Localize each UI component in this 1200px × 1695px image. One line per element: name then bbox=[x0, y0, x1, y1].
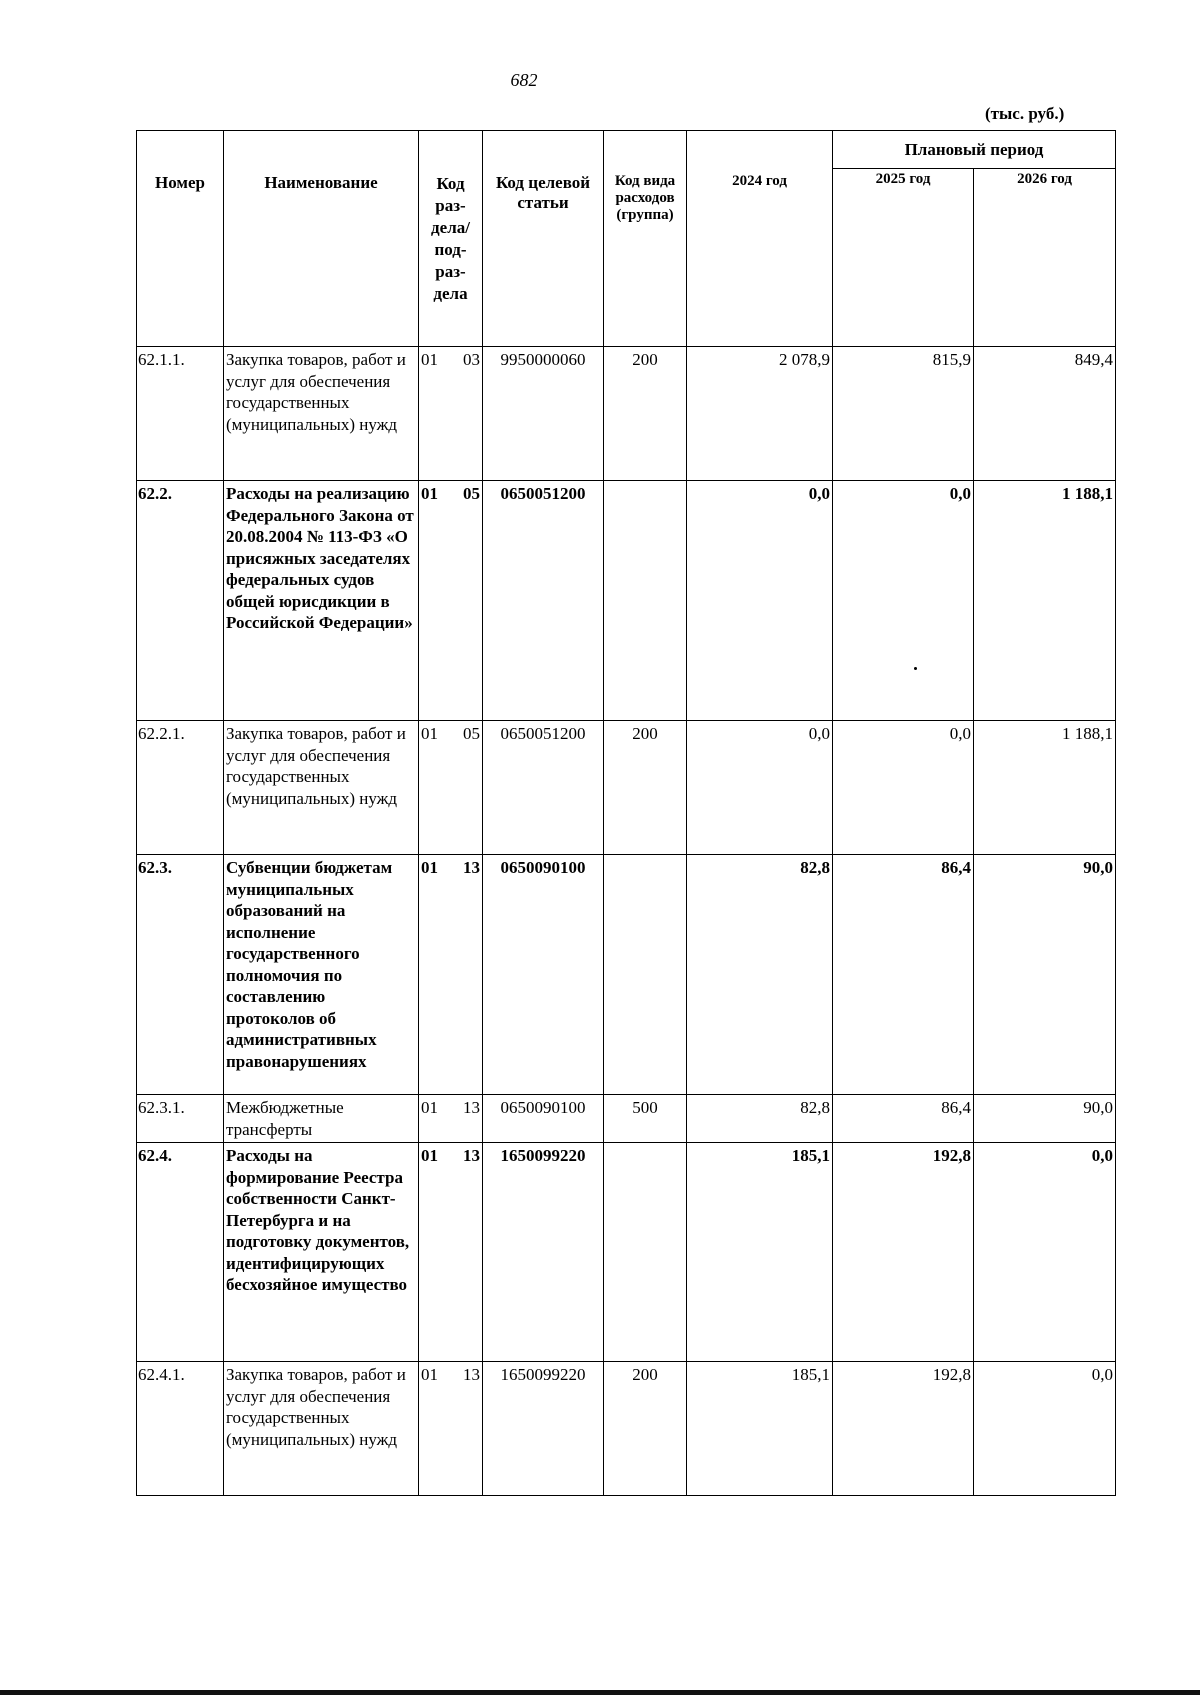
row-number: 62.3.1. bbox=[137, 1095, 224, 1143]
table-row bbox=[137, 1095, 1116, 1143]
row-expense-code: 200 bbox=[604, 1362, 687, 1496]
row-target-code: 1650099220 bbox=[483, 1143, 604, 1362]
units-label: (тыс. руб.) bbox=[985, 104, 1065, 123]
section: 01 bbox=[421, 1365, 438, 1384]
subsection: 05 bbox=[463, 484, 480, 503]
row-name: Закупка товаров, работ и услуг для обеспечения государственных (муниципальных) нужд bbox=[224, 1362, 419, 1496]
subsection: 13 bbox=[463, 858, 480, 877]
row-2024-value: 185,1 bbox=[687, 1362, 833, 1496]
subsection: 13 bbox=[463, 1098, 480, 1117]
header-year-2024: 2024 год bbox=[687, 131, 833, 347]
row-2024-value: 0,0 bbox=[687, 481, 833, 721]
subsection: 03 bbox=[463, 350, 480, 369]
row-2025-value: 815,9 bbox=[833, 347, 974, 481]
row-section-code bbox=[419, 721, 483, 855]
row-number: 62.4. bbox=[137, 1143, 224, 1362]
row-2025-value: 0,0 bbox=[833, 721, 974, 855]
row-section-code bbox=[419, 855, 483, 1095]
table-row bbox=[137, 1143, 1116, 1362]
header-number: Номер bbox=[137, 131, 224, 347]
section: 01 bbox=[421, 1146, 438, 1165]
row-2024-value: 185,1 bbox=[687, 1143, 833, 1362]
row-expense-code bbox=[604, 1143, 687, 1362]
row-section-code bbox=[419, 1095, 483, 1143]
subsection: 13 bbox=[463, 1365, 480, 1384]
section: 01 bbox=[421, 1098, 438, 1117]
row-name: Межбюджетные трансферты bbox=[224, 1095, 419, 1143]
page-number: 682 bbox=[510, 70, 538, 90]
row-2026-value: 0,0 bbox=[974, 1362, 1116, 1496]
subsection: 05 bbox=[463, 724, 480, 743]
row-2025-value: 86,4 bbox=[833, 1095, 974, 1143]
table-row bbox=[137, 721, 1116, 855]
row-target-code: 0650090100 bbox=[483, 855, 604, 1095]
table-row bbox=[137, 1362, 1116, 1496]
row-2026-value: 1 188,1 bbox=[974, 721, 1116, 855]
row-2026-value: 849,4 bbox=[974, 347, 1116, 481]
row-2026-value: 0,0 bbox=[974, 1143, 1116, 1362]
row-expense-code: 200 bbox=[604, 721, 687, 855]
row-2024-value: 2 078,9 bbox=[687, 347, 833, 481]
row-2025-value: 192,8 bbox=[833, 1143, 974, 1362]
header-section-code: Код раз-дела/ под-раз-дела bbox=[419, 131, 483, 347]
section: 01 bbox=[421, 350, 438, 369]
row-2025-value: 86,4 bbox=[833, 855, 974, 1095]
row-expense-code: 200 bbox=[604, 347, 687, 481]
row-number: 62.2.1. bbox=[137, 721, 224, 855]
row-name: Закупка товаров, работ и услуг для обеспечения государственных (муниципальных) нужд bbox=[224, 347, 419, 481]
row-2025-value: 0,0 bbox=[833, 481, 974, 721]
row-target-code: 0650051200 bbox=[483, 721, 604, 855]
row-2025-value: 192,8 bbox=[833, 1362, 974, 1496]
budget-table bbox=[136, 130, 1116, 1496]
row-2024-value: 82,8 bbox=[687, 1095, 833, 1143]
row-name: Расходы на реализацию Федерального Закона от 20.08.2004 № 113-ФЗ «О присяжных заседателях федеральных судов общей юрисдикции в Российской Федерации» bbox=[224, 481, 419, 721]
section: 01 bbox=[421, 484, 438, 503]
row-number: 62.4.1. bbox=[137, 1362, 224, 1496]
header-name: Наименование bbox=[224, 131, 419, 347]
row-name: Закупка товаров, работ и услуг для обеспечения государственных (муниципальных) нужд bbox=[224, 721, 419, 855]
row-2026-value: 1 188,1 bbox=[974, 481, 1116, 721]
row-number: 62.3. bbox=[137, 855, 224, 1095]
header-year-2026: 2026 год bbox=[974, 169, 1116, 347]
header-target-code: Код целевой статьи bbox=[483, 131, 604, 347]
header-expense-code: Код вида расходов (группа) bbox=[604, 131, 687, 347]
row-section-code bbox=[419, 1143, 483, 1362]
header-year-2025: 2025 год bbox=[833, 169, 974, 347]
row-name: Субвенции бюджетам муниципальных образований на исполнение государственного полномочия по составлению протоколов об административных правонарушениях bbox=[224, 855, 419, 1095]
row-expense-code: 500 bbox=[604, 1095, 687, 1143]
scan-bottom-edge bbox=[0, 1690, 1200, 1695]
table-row bbox=[137, 855, 1116, 1095]
table-row bbox=[137, 481, 1116, 721]
row-expense-code bbox=[604, 855, 687, 1095]
row-2024-value: 82,8 bbox=[687, 855, 833, 1095]
section: 01 bbox=[421, 858, 438, 877]
header-planned-period: Плановый период bbox=[833, 131, 1116, 169]
row-section-code bbox=[419, 1362, 483, 1496]
row-target-code: 9950000060 bbox=[483, 347, 604, 481]
row-number: 62.1.1. bbox=[137, 347, 224, 481]
row-expense-code bbox=[604, 481, 687, 721]
subsection: 13 bbox=[463, 1146, 480, 1165]
section: 01 bbox=[421, 724, 438, 743]
row-target-code: 0650090100 bbox=[483, 1095, 604, 1143]
scan-speck bbox=[914, 667, 917, 670]
row-target-code: 1650099220 bbox=[483, 1362, 604, 1496]
row-section-code bbox=[419, 481, 483, 721]
row-2026-value: 90,0 bbox=[974, 855, 1116, 1095]
row-2024-value: 0,0 bbox=[687, 721, 833, 855]
table-row bbox=[137, 347, 1116, 481]
row-section-code bbox=[419, 347, 483, 481]
row-target-code: 0650051200 bbox=[483, 481, 604, 721]
row-2026-value: 90,0 bbox=[974, 1095, 1116, 1143]
row-number: 62.2. bbox=[137, 481, 224, 721]
row-name: Расходы на формирование Реестра собственности Санкт-Петербурга и на подготовку документов, идентифицирующих бесхозяйное имущество bbox=[224, 1143, 419, 1362]
